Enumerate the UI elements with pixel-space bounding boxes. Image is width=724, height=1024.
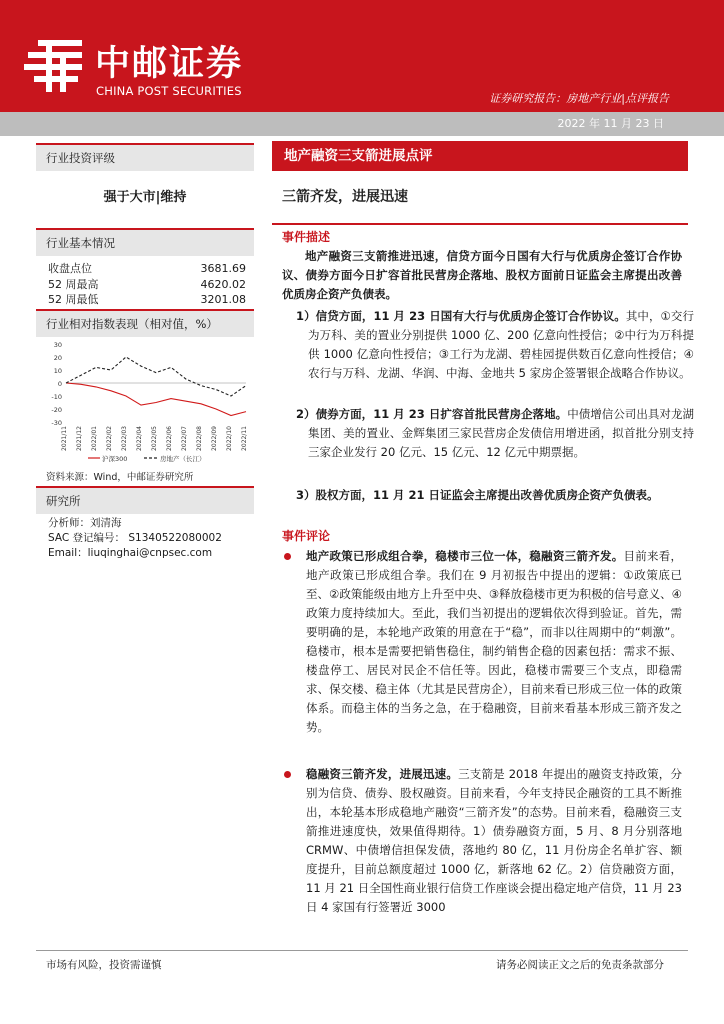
bullet-text: 三支箭是 2018 年提出的融资支持政策，分别为信贷、债券、股权融资。目前来看，今年支持民企融资的工具不断推出，本轮基本形成稳地产融资“三箭齐发”的态势。目前来看，稳融资三支箭推进速度快，效果值得期待。1）债券融资方面，5 月、8 月分别落地 CRMW、中债增信担保发债，落地约 80 亿，11 月份房企名单扩容、额度提升，目前总额度超过 1000 亿，新落地 62 亿。2）信贷融资方面，11 月 21 日全国性商业银行信贷工作座谈会提出稳定地产信贷，11 月 23 日 4 家国有行签署近 3000 (306, 767, 683, 914)
x-tick-label: 2022/07 (181, 426, 188, 451)
footer-risk: 市场有风险，投资需谨慎 (46, 959, 162, 971)
research-section-header: 研究所 (36, 486, 254, 514)
comment-heading: 事件评论 (282, 529, 331, 543)
report-title: 地产融资三支箭进展点评 (272, 141, 688, 171)
y-tick-label: -30 (51, 419, 62, 427)
brand-name-en: CHINA POST SECURITIES (96, 84, 242, 98)
x-tick-label: 2021/12 (76, 426, 83, 451)
event-item (296, 307, 694, 383)
y-tick-label: 0 (57, 380, 62, 388)
y-tick-label: 30 (53, 341, 62, 349)
y-tick-label: -10 (51, 393, 62, 401)
y-tick-label: 20 (53, 354, 62, 362)
bullet-dot-icon (284, 771, 291, 778)
chart-section-header: 行业相对指数表现（相对值，%） (36, 309, 254, 337)
x-tick-label: 2022/04 (136, 426, 143, 451)
basics-label: 52 周最高 (48, 278, 99, 291)
x-tick-label: 2022/08 (196, 426, 203, 451)
x-tick-label: 2022/11 (241, 426, 248, 451)
report-subtitle: 三箭齐发，进展迅速 (282, 189, 408, 205)
series-line (66, 383, 246, 416)
x-tick-label: 2021/11 (61, 426, 68, 451)
bullet-lead: 稳融资三箭齐发，进展迅速。 (306, 767, 459, 781)
basics-label: 收盘点位 (48, 262, 92, 275)
y-tick-label: -20 (51, 406, 62, 414)
basics-row-low (48, 292, 246, 308)
basics-label: 52 周最低 (48, 293, 99, 306)
industry-rating: 强于大市|维持 (103, 190, 187, 205)
item-number: 3） (296, 488, 316, 502)
series-line (66, 357, 246, 396)
item-lead: 信贷方面，11 月 23 日国有大行与优质房企签订合作协议。 (315, 309, 626, 323)
event-heading: 事件描述 (282, 230, 331, 244)
analyst-sac: SAC 登记编号： S1340522080002 (48, 532, 222, 544)
legend-label: 房地产（长江） (160, 455, 206, 463)
x-tick-label: 2022/01 (91, 426, 98, 451)
bullet-dot-icon (284, 553, 291, 560)
subtitle-divider (272, 223, 688, 225)
comment-bullet (282, 765, 682, 917)
bullet-text: 目前来看，地产政策已形成组合拳。我们在 9 月初报告中提出的逻辑：①政策底已至、②政策能级由地方上升至中央、③释放稳楼市更为积极的信号意义、④政策力度持续加大。至此，我们当初提出的逻辑依次得到验证。首先，需要明确的是，本轮地产政策的用意在于“稳”，而非以往周期中的“刺激”。稳楼市，根本是需要把销售稳住，制约销售企稳的因素包括：需求不振、楼盘停工、居民对民企不信任等。因此，稳楼市需要三个支点，即稳需求、保交楼、稳主体（尤其是民营房企），目前来看已形成三位一体的政策体系。而稳主体的当务之急，在于稳融资，目前来看基本形成三箭齐发之势。 (306, 549, 683, 734)
item-number: 2） (296, 407, 316, 421)
x-tick-label: 2022/05 (151, 426, 158, 451)
y-tick-label: 10 (53, 367, 62, 375)
item-lead: 债券方面，11 月 23 日扩容首批民营房企落地。 (315, 407, 568, 421)
x-tick-label: 2022/02 (106, 426, 113, 451)
relative-index-chart (36, 336, 254, 468)
item-text: 中债增信公司出具对龙湖集团、美的置业、金辉集团三家民营房企发债信用增进函，拟首批分别支持三家企业发行 20 亿元、15 亿元、12 亿元中期票据。 (308, 407, 694, 459)
basics-value: 4620.02 (200, 278, 246, 291)
item-text: 其中，①交行为万科、美的置业分别提供 1000 亿、200 亿意向性授信；②中行为万科提供 1000 亿意向性授信；③工行为龙湖、碧桂园提供数百亿意向性授信；④农行与万科、龙湖、华润、中海、金地共 5 家房企签署银企战略合作协议。 (308, 309, 694, 380)
footer-disclaimer: 请务必阅读正文之后的免责条款部分 (496, 959, 664, 971)
analyst-email[interactable]: Email：liuqinghai@cnpsec.com (48, 547, 213, 559)
item-number: 1） (296, 309, 316, 323)
footer-divider (36, 950, 688, 951)
china-post-logo-icon (24, 38, 86, 94)
x-tick-label: 2022/03 (121, 426, 128, 451)
legend-label: 沪深300 (102, 455, 128, 463)
event-item (296, 405, 694, 462)
x-tick-label: 2022/10 (226, 426, 233, 451)
item-lead: 股权方面，11 月 21 日证监会主席提出改善优质房企资产负债表。 (315, 488, 659, 502)
basics-value: 3201.08 (200, 293, 246, 306)
event-item (296, 486, 694, 505)
basics-row-close (48, 261, 246, 277)
basics-row-high (48, 277, 246, 293)
comment-bullet (282, 547, 682, 737)
x-tick-label: 2022/06 (166, 426, 173, 451)
brand-name-cn: 中邮证券 (95, 44, 244, 84)
x-tick-label: 2022/09 (211, 426, 218, 451)
basics-section-header: 行业基本情况 (36, 228, 254, 256)
analyst-name: 分析师：刘清海 (48, 517, 122, 529)
chart-source: 资料来源：Wind，中邮证券研究所 (46, 472, 194, 483)
report-date: 2022 年 11 月 23 日 (557, 117, 664, 130)
bullet-lead: 地产政策已形成组合拳，稳楼市三位一体，稳融资三箭齐发。 (306, 549, 624, 563)
event-intro: 地产融资三支箭推进迅速，信贷方面今日国有大行与优质房企签订合作协议、债券方面今日扩容首批民营房企落地、股权方面前日证监会主席提出改善优质房企资产负债表。 (282, 249, 682, 301)
rating-section-header: 行业投资评级 (36, 143, 254, 171)
basics-value: 3681.69 (200, 262, 246, 275)
report-type: 证券研究报告：房地产行业|点评报告 (489, 92, 669, 105)
